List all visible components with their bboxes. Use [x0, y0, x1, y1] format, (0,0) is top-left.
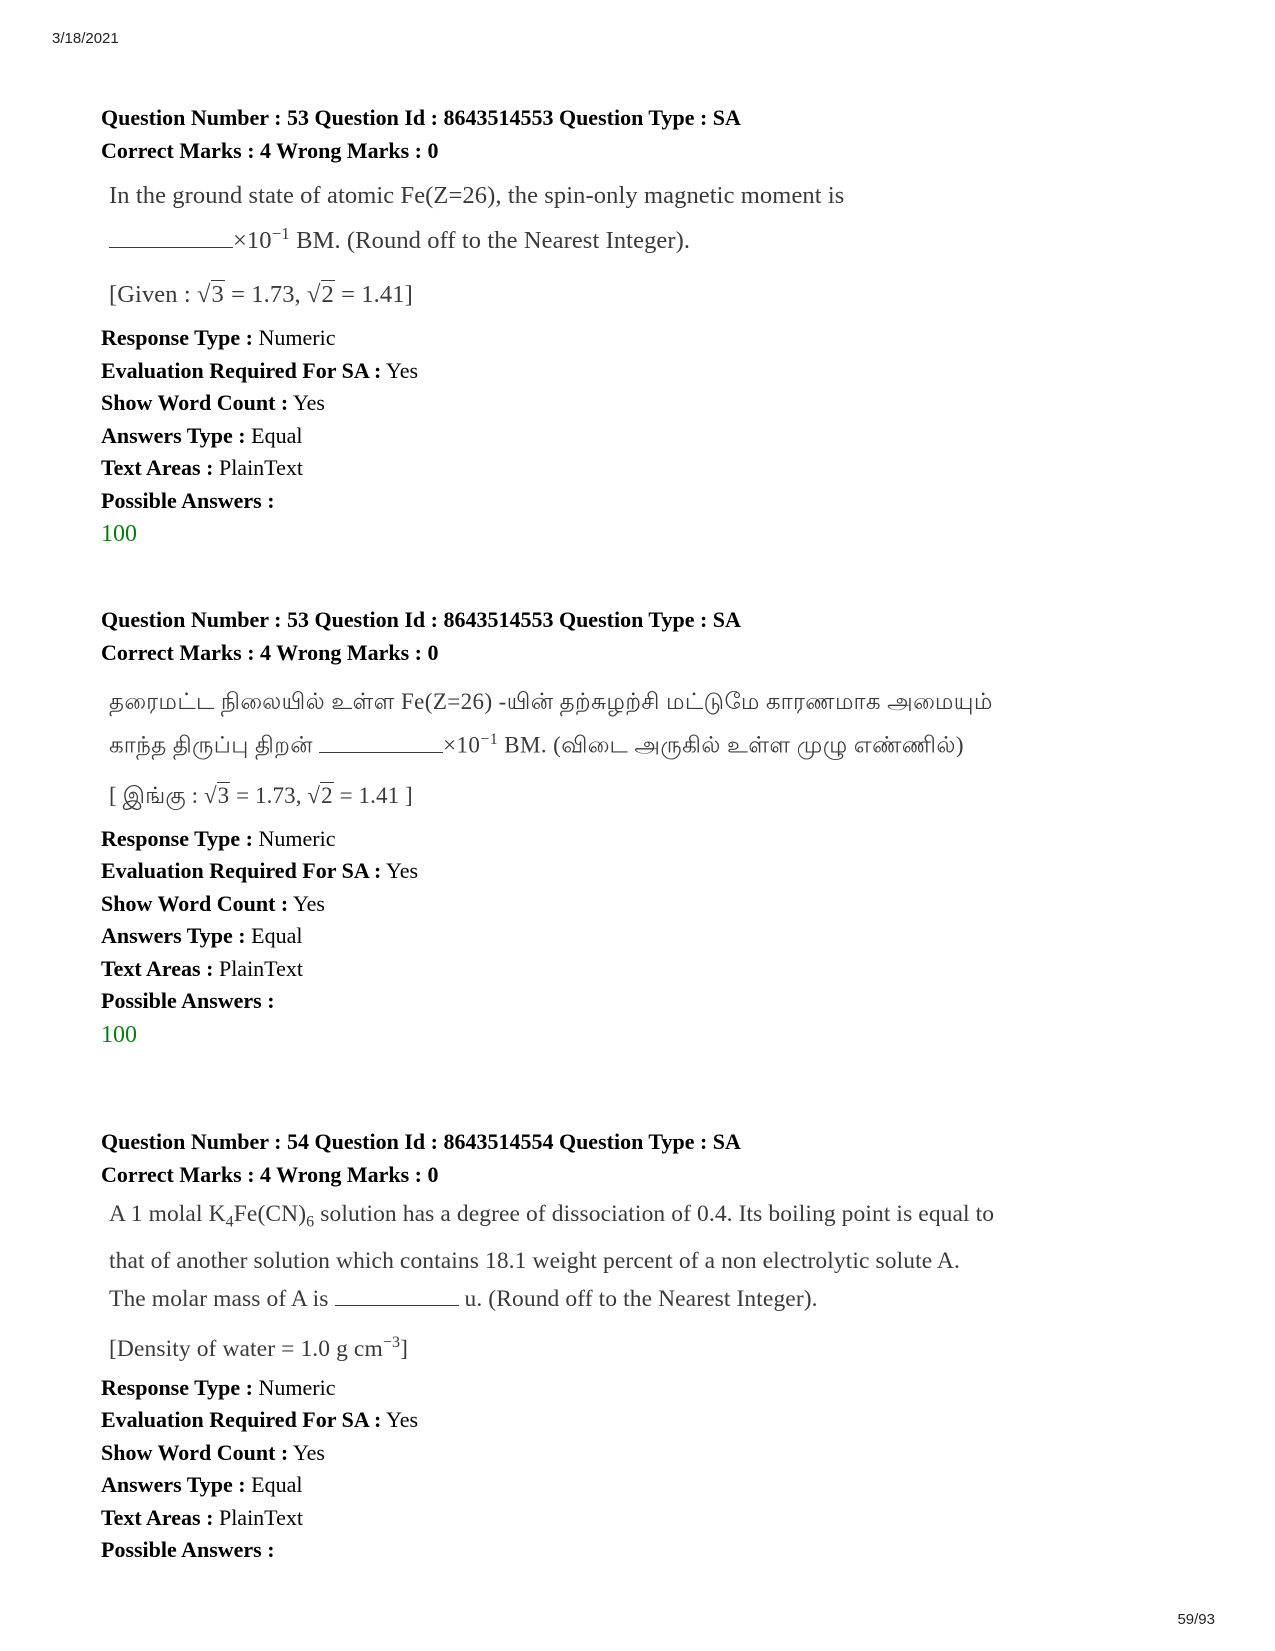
sqrt-three — [197, 280, 225, 308]
meta-value: PlainText — [218, 1504, 303, 1530]
meta-value: PlainText — [218, 955, 303, 981]
meta-label: Answers Type : — [101, 923, 246, 949]
meta-label: Response Type : — [101, 325, 253, 351]
text-areas-row — [101, 953, 1201, 986]
radicand: 3 — [211, 281, 224, 309]
text-areas-row — [101, 1502, 1201, 1535]
question-header: Question Number : 53 Question Id : 8643514553 Question Type : SA — [101, 105, 741, 130]
times-ten: ×10 — [233, 227, 272, 255]
subscript: 4 — [225, 1213, 234, 1231]
meta-label: Text Areas : — [101, 955, 214, 981]
given-values — [109, 1324, 1201, 1368]
radicand: 2 — [321, 782, 333, 808]
meta-label: Response Type : — [101, 825, 253, 851]
possible-answers-row — [101, 985, 1201, 1018]
sqrt-two — [307, 782, 333, 808]
answers-type-row — [101, 920, 1201, 953]
meta-value: Equal — [251, 422, 303, 448]
marks-header: Correct Marks : 4 Wrong Marks : 0 — [101, 640, 439, 665]
question-text — [109, 177, 1201, 314]
sqrt-sign: √ — [197, 281, 211, 309]
value-text: = 1.73, — [224, 281, 307, 309]
response-type-row — [101, 322, 1201, 355]
given-label: [Given : — [109, 281, 197, 309]
meta-label: Text Areas : — [101, 1504, 214, 1530]
question-block-53-ta — [101, 603, 1201, 1052]
meta-label: Possible Answers : — [101, 1537, 275, 1563]
given-label: [Density of water = 1.0 g cm — [109, 1335, 383, 1362]
question-text — [109, 1195, 1201, 1368]
meta-label: Response Type : — [101, 1374, 253, 1400]
times-ten: ×10 — [443, 732, 481, 758]
bracket: ] — [400, 1335, 409, 1362]
meta-label: Possible Answers : — [101, 988, 275, 1014]
exponent: −1 — [271, 224, 290, 243]
question-line — [109, 1280, 1201, 1318]
meta-value: Yes — [386, 357, 419, 383]
radicand: 3 — [217, 782, 230, 808]
question-line: that of another solution which contains 18.1 weight percent of a non electrolytic solute A. — [109, 1247, 960, 1274]
meta-label: Evaluation Required For SA : — [101, 858, 382, 884]
bracket: ] — [404, 281, 413, 309]
question-line-prefix: காந்த திருப்பு திறன் — [109, 732, 320, 758]
text-run: A 1 molal K — [109, 1201, 226, 1227]
question-header: Question Number : 53 Question Id : 8643514553 Question Type : SA — [101, 607, 741, 632]
value-text: = 1.73, — [230, 782, 308, 808]
question-line: தரைமட்ட நிலையில் உள்ள Fe(Z=26) -யின் தற்சுழற்சி மட்டுமே காரணமாக அமையும் — [109, 689, 993, 714]
bracket: ] — [399, 782, 413, 808]
eval-required-row — [101, 355, 1201, 388]
meta-value: PlainText — [218, 455, 303, 481]
marks-header: Correct Marks : 4 Wrong Marks : 0 — [101, 138, 439, 163]
text-run: solution has a degree of dissociation of 0.4. Its boiling point is equal to — [314, 1201, 995, 1227]
meta-value: Yes — [292, 1439, 325, 1465]
answers-type-row — [101, 420, 1201, 453]
text-run: Fe(CN) — [233, 1201, 307, 1227]
answer-blank — [319, 734, 443, 753]
meta-value: Yes — [292, 390, 325, 416]
meta-label: Possible Answers : — [101, 487, 275, 513]
meta-label: Answers Type : — [101, 422, 246, 448]
print-date: 3/18/2021 — [52, 30, 119, 47]
question-text — [109, 683, 1201, 815]
possible-answers-row — [101, 485, 1201, 518]
sqrt-three — [204, 782, 230, 808]
question-line — [109, 215, 1201, 260]
marks-header: Correct Marks : 4 Wrong Marks : 0 — [101, 1162, 439, 1187]
meta-value: Yes — [292, 890, 325, 916]
meta-label: Show Word Count : — [101, 890, 289, 916]
question-line-suffix: BM. (விடை அருகில் உள்ள முழு எண்ணில்) — [498, 732, 964, 758]
possible-answer-value: 100 — [101, 1021, 137, 1048]
answer-blank — [335, 1287, 459, 1306]
question-line — [109, 1195, 1201, 1242]
answers-type-row — [101, 1469, 1201, 1502]
meta-value: Numeric — [258, 325, 336, 351]
page-number: 59/93 — [1177, 1611, 1215, 1628]
meta-value: Yes — [386, 858, 419, 884]
radicand: 2 — [321, 281, 334, 309]
meta-label: Show Word Count : — [101, 1439, 289, 1465]
answer-blank — [109, 229, 233, 248]
sqrt-sign: √ — [203, 782, 217, 808]
subscript: 6 — [306, 1213, 315, 1231]
question-line — [109, 721, 1201, 765]
eval-required-row — [101, 855, 1201, 888]
given-values — [109, 777, 1201, 815]
text-run: u. (Round off to the Nearest Integer). — [458, 1285, 818, 1312]
response-type-row — [101, 1372, 1201, 1405]
text-run: The molar mass of A is — [109, 1285, 335, 1312]
meta-label: Evaluation Required For SA : — [101, 1407, 382, 1433]
text-areas-row — [101, 452, 1201, 485]
meta-label: Evaluation Required For SA : — [101, 357, 382, 383]
exponent: −1 — [480, 731, 499, 748]
given-label: [ இங்கு : — [109, 782, 204, 808]
meta-label: Answers Type : — [101, 1472, 246, 1498]
sqrt-sign: √ — [307, 281, 321, 309]
meta-value: Numeric — [258, 1374, 336, 1400]
possible-answer-value: 100 — [101, 521, 137, 548]
question-meta — [101, 823, 1201, 1052]
meta-label: Text Areas : — [101, 455, 214, 481]
question-line: In the ground state of atomic Fe(Z=26), the spin-only magnetic moment is — [109, 182, 845, 209]
sqrt-two — [307, 280, 335, 308]
given-values — [109, 276, 1201, 314]
question-block-54 — [101, 1125, 1201, 1567]
superscript: −3 — [382, 1333, 401, 1351]
word-count-row — [101, 1437, 1201, 1470]
meta-value: Equal — [251, 1472, 303, 1498]
question-meta — [101, 1372, 1201, 1567]
meta-value: Yes — [386, 1407, 419, 1433]
question-meta — [101, 322, 1201, 551]
value-text: = 1.41 — [333, 782, 400, 808]
possible-answers-row — [101, 1534, 1201, 1567]
value-text: = 1.41 — [334, 281, 405, 309]
word-count-row — [101, 888, 1201, 921]
response-type-row — [101, 823, 1201, 856]
meta-value: Equal — [251, 923, 303, 949]
word-count-row — [101, 387, 1201, 420]
question-block-53-en — [101, 101, 1201, 551]
sqrt-sign: √ — [307, 782, 321, 808]
meta-value: Numeric — [258, 825, 336, 851]
question-line-suffix: BM. (Round off to the Nearest Integer). — [289, 227, 691, 255]
question-header: Question Number : 54 Question Id : 8643514554 Question Type : SA — [101, 1129, 741, 1154]
eval-required-row — [101, 1404, 1201, 1437]
meta-label: Show Word Count : — [101, 390, 289, 416]
